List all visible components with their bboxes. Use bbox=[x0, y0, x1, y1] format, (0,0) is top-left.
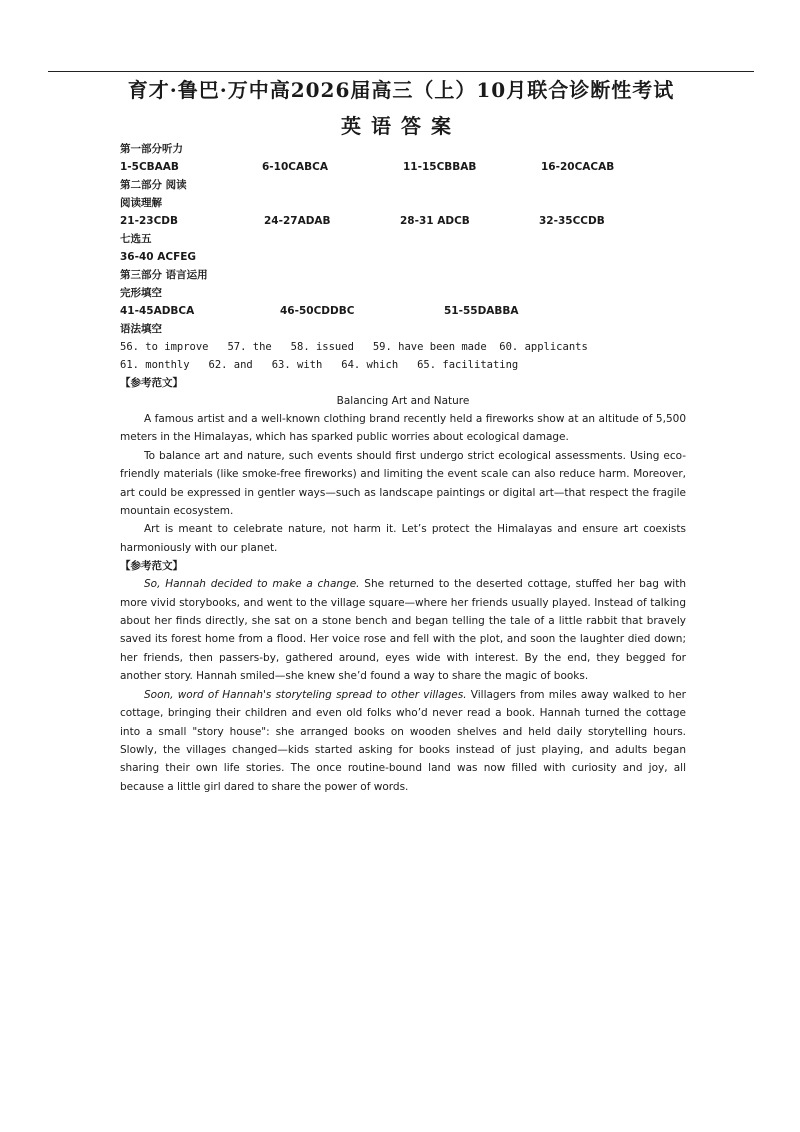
exam-title: 育才·鲁巴·万中高2026届高三（上）10月联合诊断性考试 bbox=[127, 78, 675, 102]
seven-choose-five-heading: 七选五 bbox=[120, 233, 152, 245]
seven-choose-five-row bbox=[120, 248, 686, 266]
answer-group: 11-15CBBAB bbox=[403, 161, 477, 173]
answer-group: 36-40 ACFEG bbox=[120, 251, 197, 263]
answer-group: 24-27ADAB bbox=[264, 215, 331, 227]
essay1-paragraph: To balance art and nature, such events should first undergo strict ecological assessments. Using eco-friendly materials (like smoke-free fireworks) and limiting the event scale can also reduce harm. Moreover, art could be expressed in gentler ways—such as landscape paintings or digital art—that respect the fragile mountain ecosystem. bbox=[120, 449, 686, 518]
answer-group: 6-10CABCA bbox=[262, 161, 328, 173]
essay2-paragraph-body: Villagers from miles away walked to her cottage, bringing their children and even old folks who’d never read a book. Hannah turned the cottage into a small "story house": she arranged books on wooden shelves and held daily storytelling hours. Slowly, the villages changed—kids started asking for books instead of just playing, and adults began sharing their own life stories. The once routine-bound land was now filled with curiosity and joy, all because a little girl dared to share the power of words. bbox=[120, 688, 686, 793]
answer-group: 21-23CDB bbox=[120, 215, 179, 227]
essay1-paragraph: Art is meant to celebrate nature, not harm it. Let’s protect the Himalayas and ensure art coexists harmoniously with our planet. bbox=[120, 523, 686, 554]
answer-group: 32-35CCDB bbox=[539, 215, 605, 227]
reading-answer-row bbox=[120, 212, 686, 230]
essay2-paragraph-lead: So, Hannah decided to make a change. bbox=[144, 578, 360, 591]
cloze-heading: 完形填空 bbox=[120, 287, 162, 299]
essay1-label: 【参考范文】 bbox=[120, 377, 183, 389]
answer-group: 51-55DABBA bbox=[444, 305, 519, 317]
answer-group: 41-45ADBCA bbox=[120, 305, 195, 317]
part2-heading: 第二部分 阅读 bbox=[120, 179, 187, 191]
essay2-paragraph-body: She returned to the deserted cottage, stuffed her bag with more vivid storybooks, and went to the village square—where her friends usually played. Instead of talking about her finds directly, she sat on a stone bench and began telling the tale of a little rabbit that bravely saved its forest home from a flood. Her voice rose and fell with the plot, and soon the laughter died down; her friends, then passers-by, gathered around, eyes wide with interest. By the end, they begged for another story. Hannah smiled—she knew she’d found a way to share the magic of books. bbox=[120, 578, 686, 683]
essay1-title: Balancing Art and Nature bbox=[336, 395, 470, 407]
part3-heading: 第三部分 语言运用 bbox=[120, 269, 208, 281]
essay2-paragraph-lead: Soon, word of Hannah's storyteling spread to other villages. bbox=[144, 688, 467, 701]
answer-group: 46-50CDDBC bbox=[280, 305, 355, 317]
essay1-paragraph: A famous artist and a well-known clothing brand recently held a fireworks show at an altitude of 5,500 meters in the Himalayas, which has sparked public worries about ecological damage. bbox=[120, 413, 686, 444]
reading-heading: 阅读理解 bbox=[120, 197, 162, 209]
essay2-paragraph bbox=[120, 686, 686, 796]
essay2-label: 【参考范文】 bbox=[120, 560, 183, 573]
answer-group: 1-5CBAAB bbox=[120, 161, 179, 173]
exam-subtitle: 英语答案 bbox=[341, 114, 461, 138]
essay2-paragraph bbox=[120, 575, 686, 685]
part1-answer-row bbox=[120, 158, 686, 176]
grammar-answers-line-2: 61. monthly 62. and 63. with 64. which 65. facilitating bbox=[120, 359, 519, 371]
cloze-answer-row bbox=[120, 302, 686, 320]
grammar-answers-line-1: 56. to improve 57. the 58. issued 59. have been made 60. applicants bbox=[120, 341, 588, 353]
answer-group: 28-31 ADCB bbox=[400, 215, 470, 227]
answer-group: 16-20CACAB bbox=[541, 161, 615, 173]
part1-heading: 第一部分听力 bbox=[120, 143, 183, 155]
header-rule bbox=[48, 71, 754, 72]
grammar-fill-heading: 语法填空 bbox=[120, 323, 162, 335]
answer-content bbox=[120, 140, 686, 796]
